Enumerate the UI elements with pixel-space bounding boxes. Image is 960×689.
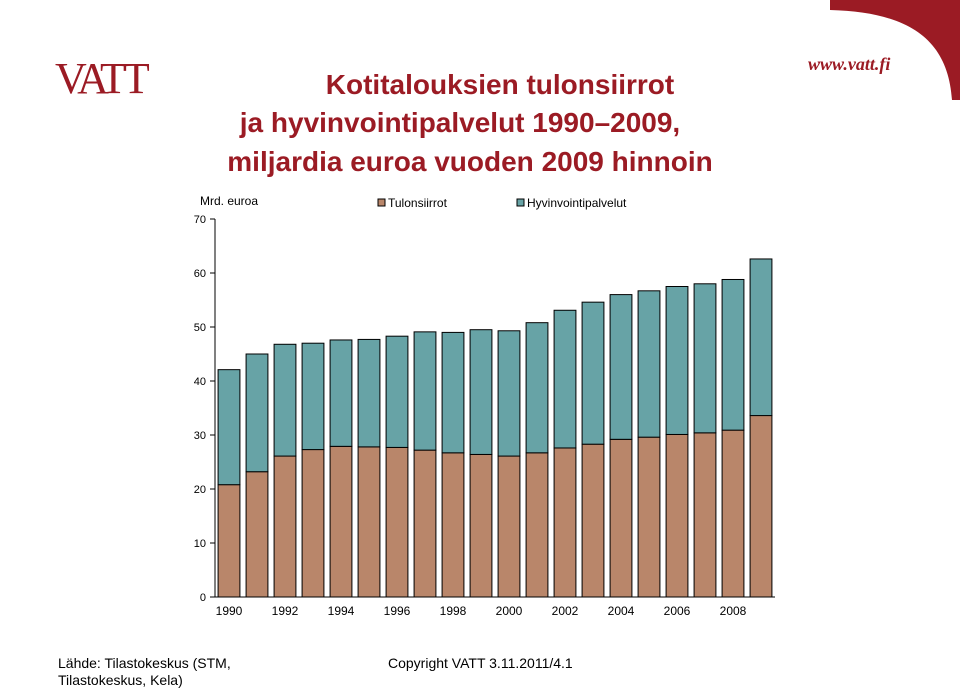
bar-tulonsiirrot-1992 [274, 456, 296, 597]
legend-swatch-tulonsiirrot [378, 199, 385, 206]
bar-tulonsiirrot-2005 [638, 437, 660, 597]
bar-tulonsiirrot-1990 [218, 485, 240, 597]
bar-hyvinvointipalvelut-2005 [638, 291, 660, 437]
y-tick-label-70: 70 [193, 214, 206, 226]
bar-tulonsiirrot-2006 [666, 434, 688, 597]
y-tick-label-40: 40 [193, 376, 206, 388]
bar-hyvinvointipalvelut-2006 [666, 287, 688, 435]
y-tick-label-50: 50 [193, 322, 206, 334]
legend-label-hyvinvointipalvelut: Hyvinvointipalvelut [527, 196, 627, 210]
bar-tulonsiirrot-1997 [414, 450, 436, 597]
bar-tulonsiirrot-2000 [498, 456, 520, 597]
x-tick-label-1990: 1990 [215, 604, 243, 618]
x-tick-label-1998: 1998 [439, 604, 467, 618]
bar-hyvinvointipalvelut-2007 [694, 284, 716, 433]
bar-tulonsiirrot-1999 [470, 454, 492, 597]
bar-tulonsiirrot-2004 [610, 439, 632, 597]
bar-hyvinvointipalvelut-1993 [302, 343, 324, 449]
bar-tulonsiirrot-1993 [302, 450, 324, 597]
title-line-3: miljardia euroa vuoden 2009 hinnoin [227, 146, 713, 177]
bar-hyvinvointipalvelut-2008 [722, 279, 744, 430]
y-tick-label-0: 0 [199, 592, 206, 604]
bar-tulonsiirrot-1991 [246, 472, 268, 597]
bar-tulonsiirrot-2009 [750, 416, 772, 597]
bar-tulonsiirrot-1996 [386, 447, 408, 597]
x-tick-label-2002: 2002 [551, 604, 579, 618]
website-link[interactable]: www.vatt.fi [808, 54, 891, 74]
copyright-text: Copyright VATT 3.11.2011/4.1 [388, 655, 573, 671]
bar-hyvinvointipalvelut-2003 [582, 302, 604, 444]
bar-hyvinvointipalvelut-1997 [414, 332, 436, 450]
bar-tulonsiirrot-2003 [582, 444, 604, 597]
vatt-logo-text: VATT [55, 54, 146, 103]
y-tick-label-20: 20 [193, 484, 206, 496]
x-tick-label-2006: 2006 [663, 604, 691, 618]
x-tick-label-1996: 1996 [383, 604, 411, 618]
bar-hyvinvointipalvelut-1991 [246, 354, 268, 472]
bar-tulonsiirrot-1995 [358, 447, 380, 597]
title-line-2: ja hyvinvointipalvelut 1990–2009, [239, 107, 681, 138]
source-line-2: Tilastokeskus, Kela) [58, 672, 183, 688]
y-tick-label-60: 60 [193, 268, 206, 280]
legend-label-tulonsiirrot: Tulonsiirrot [388, 196, 447, 210]
bar-hyvinvointipalvelut-2002 [554, 310, 576, 448]
bar-tulonsiirrot-2008 [722, 430, 744, 597]
bar-tulonsiirrot-2007 [694, 433, 716, 597]
bar-tulonsiirrot-2001 [526, 453, 548, 597]
bar-hyvinvointipalvelut-1992 [274, 344, 296, 456]
x-tick-label-1994: 1994 [327, 604, 355, 618]
y-axis-label: Mrd. euroa [200, 194, 259, 208]
bar-hyvinvointipalvelut-2009 [750, 259, 772, 416]
y-tick-label-10: 10 [193, 538, 206, 550]
bar-tulonsiirrot-2002 [554, 448, 576, 597]
bar-hyvinvointipalvelut-2000 [498, 331, 520, 456]
bar-tulonsiirrot-1994 [330, 446, 352, 597]
bar-hyvinvointipalvelut-1990 [218, 370, 240, 485]
bar-hyvinvointipalvelut-2004 [610, 295, 632, 440]
x-tick-label-2000: 2000 [495, 604, 523, 618]
legend-swatch-hyvinvointipalvelut [517, 199, 524, 206]
bar-hyvinvointipalvelut-1994 [330, 340, 352, 446]
bar-hyvinvointipalvelut-1995 [358, 339, 380, 446]
bar-hyvinvointipalvelut-1998 [442, 332, 464, 452]
bar-hyvinvointipalvelut-1996 [386, 336, 408, 447]
y-tick-label-30: 30 [193, 430, 206, 442]
source-line-1: Lähde: Tilastokeskus (STM, [58, 655, 231, 671]
bar-hyvinvointipalvelut-2001 [526, 323, 548, 453]
bar-tulonsiirrot-1998 [442, 453, 464, 597]
bar-hyvinvointipalvelut-1999 [470, 330, 492, 455]
x-tick-label-2004: 2004 [607, 604, 635, 618]
x-tick-label-1992: 1992 [271, 604, 299, 618]
x-tick-label-2008: 2008 [719, 604, 747, 618]
title-line-1: Kotitalouksien tulonsiirrot [325, 69, 675, 100]
